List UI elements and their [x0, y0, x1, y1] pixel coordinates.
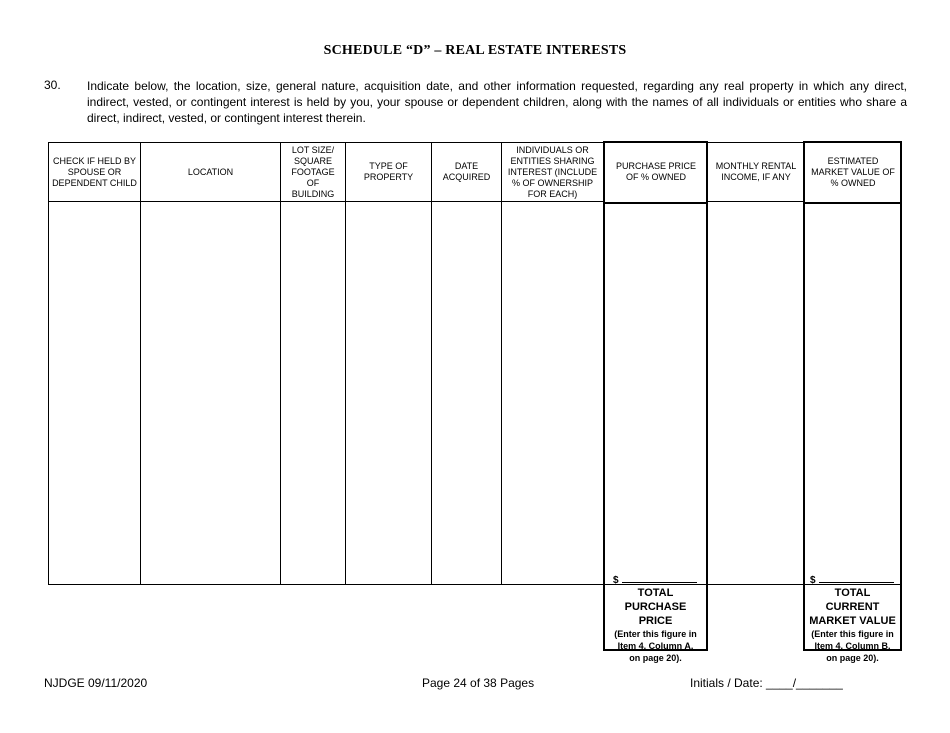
header-check-spouse: CHECK IF HELD BY SPOUSE OR DEPENDENT CHILD	[52, 155, 137, 188]
purchase-total-label: TOTAL PURCHASE PRICE (Enter this figure in Item 4, Column A, on page 20).	[614, 587, 697, 663]
header-market-value: ESTIMATED MARKET VALUE OF % OWNED	[811, 155, 895, 188]
column-divider	[140, 142, 141, 585]
page-number: Page 24 of 38 Pages	[422, 676, 535, 690]
header-lot-size: LOT SIZE/ SQUARE FOOTAGE OF BUILDING	[291, 144, 335, 199]
header-individuals-sharing: INDIVIDUALS OR ENTITIES SHARING INTEREST (INCLUDE % OF OWNERSHIP FOR EACH)	[507, 144, 598, 199]
header-divider	[48, 201, 604, 202]
header-location: LOCATION	[187, 166, 234, 177]
column-divider	[345, 142, 346, 585]
column-divider	[501, 142, 502, 585]
header-monthly-rental: MONTHLY RENTAL INCOME, IF ANY	[715, 161, 797, 182]
header-type-of-property: TYPE OF PROPERTY	[363, 161, 414, 182]
market-total-label: TOTAL CURRENT MARKET VALUE (Enter this figure in Item 4, Column B, on page 20).	[809, 587, 896, 663]
column-divider	[431, 142, 432, 585]
header-date-acquired: DATE ACQUIRED	[442, 161, 491, 182]
form-id: NJDGE 09/11/2020	[44, 676, 148, 690]
item-number: 30.	[44, 78, 61, 92]
monthly-rental-column	[708, 142, 804, 585]
purchase-total-field[interactable]: $	[613, 573, 697, 586]
instruction-text: Indicate below, the location, size, general nature, acquisition date, and other information requested, regarding any real property in which any direct, indirect, vested, or contingent interest is held by you, your spouse or dependent children, along with the names of all individuals or entities who share a direct, indirect, vested, or contingent interest therein.	[87, 79, 907, 125]
initials-date-field[interactable]: Initials / Date: ____/_______	[690, 676, 843, 690]
column-divider	[280, 142, 281, 585]
page-title: SCHEDULE “D” – REAL ESTATE INTERESTS	[323, 43, 627, 58]
market-total-field[interactable]: $	[810, 573, 894, 586]
header-purchase-price: PURCHASE PRICE OF % OWNED	[616, 161, 697, 182]
